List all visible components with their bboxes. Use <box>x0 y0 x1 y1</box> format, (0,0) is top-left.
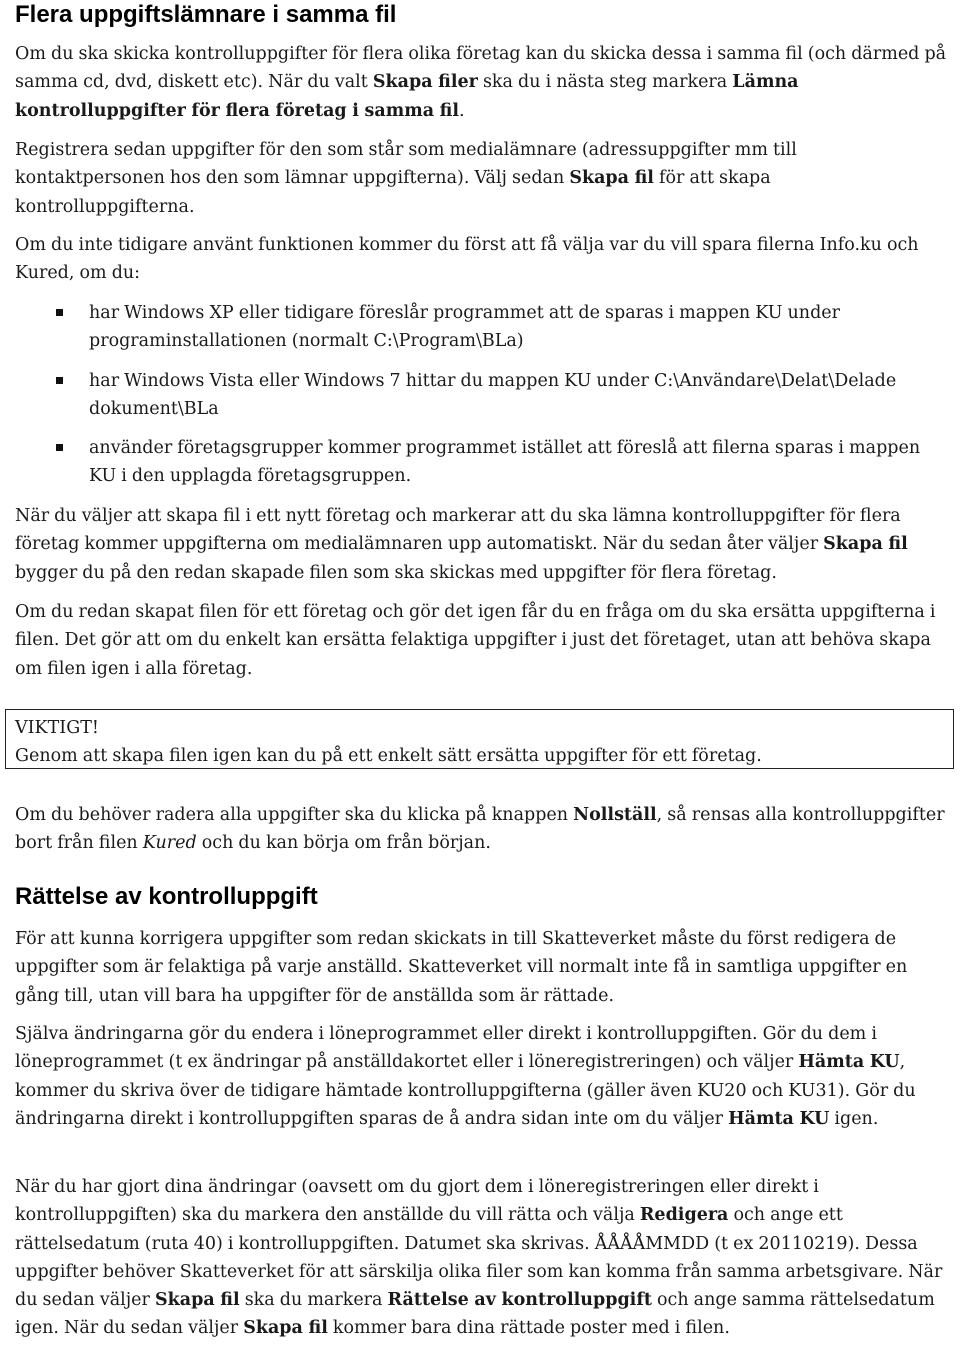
paragraph-replace-file: Om du redan skapat filen för ett företag och gör det igen får du en fråga om du ska ersätta uppgifterna i filen. Det gör att om du enkelt kan ersätta felaktiga uppgifter i just det företaget, utan att behöva skapa om filen igen i alla företag. <box>15 602 936 679</box>
list-item: har Windows Vista eller Windows 7 hittar du mappen KU under C:\Användare\Delat\Delade dokument\BLa <box>89 371 897 420</box>
notice-box <box>5 709 954 769</box>
bullet-marker <box>56 377 63 384</box>
paragraph-new-company: När du väljer att skapa fil i ett nytt företag och markerar att du ska lämna kontrolluppgifter för flera företag kommer uppgifterna om medialämnaren upp automatiskt. När du sedan åter väljer Skapa fil bygger du på den redan skapade filen som ska skickas med uppgifter för flera företag. <box>15 506 908 583</box>
section-heading-multiple-submitters: Flera uppgiftslämnare i samma fil <box>15 1 397 28</box>
paragraph-reset: Om du behöver radera alla uppgifter ska du klicka på knappen Nollställ, så rensas alla kontrolluppgifter bort från filen Kured och du kan börja om från början. <box>15 805 945 854</box>
bullet-marker <box>56 309 63 316</box>
paragraph-where-to-change: Själva ändringarna gör du endera i löneprogrammet eller direkt i kontrolluppgiften. Gör du dem i löneprogrammet (t ex ändringar på anställdakortet eller i löneregistreringen) och väljer Hämta KU, kommer du skriva över de tidigare hämtade kontrolluppgifterna (gäller även KU20 och KU31). Gör du ändringarna direkt i kontrolluppgiften sparas de å andra sidan inte om du väljer Hämta KU igen. <box>15 1024 916 1129</box>
paragraph-correct-data: För att kunna korrigera uppgifter som redan skickats in till Skatteverket måste du först redigera de uppgifter som är felaktiga på varje anställd. Skatteverket vill normalt inte få in samtliga uppgifter en gång till, utan vill bara ha uppgifter för de anställda som är rättade. <box>15 929 908 1006</box>
notice-text: VIKTIGT! Genom att skapa filen igen kan du på ett enkelt sätt ersätta uppgifter för ett företag. <box>15 718 762 767</box>
bullet-marker <box>56 444 63 451</box>
paragraph-register-submitter: Registrera sedan uppgifter för den som står som medialämnare (adressuppgifter mm till kontaktpersonen hos den som lämnar uppgifterna). Välj sedan Skapa fil för att skapa kontrolluppgifterna. <box>15 140 797 217</box>
section-heading-correction: Rättelse av kontrolluppgift <box>15 883 318 910</box>
list-item: använder företagsgrupper kommer programmet istället att föreslå att filerna sparas i mappen KU i den upplagda företagsgruppen. <box>89 438 921 487</box>
paragraph-first-use: Om du inte tidigare använt funktionen kommer du först att få välja var du vill spara filerna Info.ku och Kured, om du: <box>15 235 919 284</box>
paragraph-multiple-companies: Om du ska skicka kontrolluppgifter för flera olika företag kan du skicka dessa i samma fil (och därmed på samma cd, dvd, diskett etc). När du valt Skapa filer ska du i nästa steg markera Lämna kontrolluppgifter för flera företag i samma fil. <box>15 44 947 121</box>
list-item: har Windows XP eller tidigare föreslår programmet att de sparas i mappen KU under programinstallationen (normalt C:\Program\BLa) <box>89 303 840 352</box>
paragraph-correction-date: När du har gjort dina ändringar (oavsett om du gjort dem i löneregistreringen eller direkt i kontrolluppgiften) ska du markera den anställde du vill rätta och välja Redigera och ange ett rättelsedatum (ruta 40) i kontrolluppgiften. Datumet ska skrivas. ÅÅÅÅMMDD (t ex 20110219). Dessa uppgifter behöver Skatteverket för att särskilja olika filer som kan komma från samma arbetsgivare. När du sedan väljer Skapa fil ska du markera Rättelse av kontrolluppgift och ange samma rättelsedatum igen. När du sedan väljer Skapa fil kommer bara dina rättade poster med i filen. <box>15 1177 943 1339</box>
